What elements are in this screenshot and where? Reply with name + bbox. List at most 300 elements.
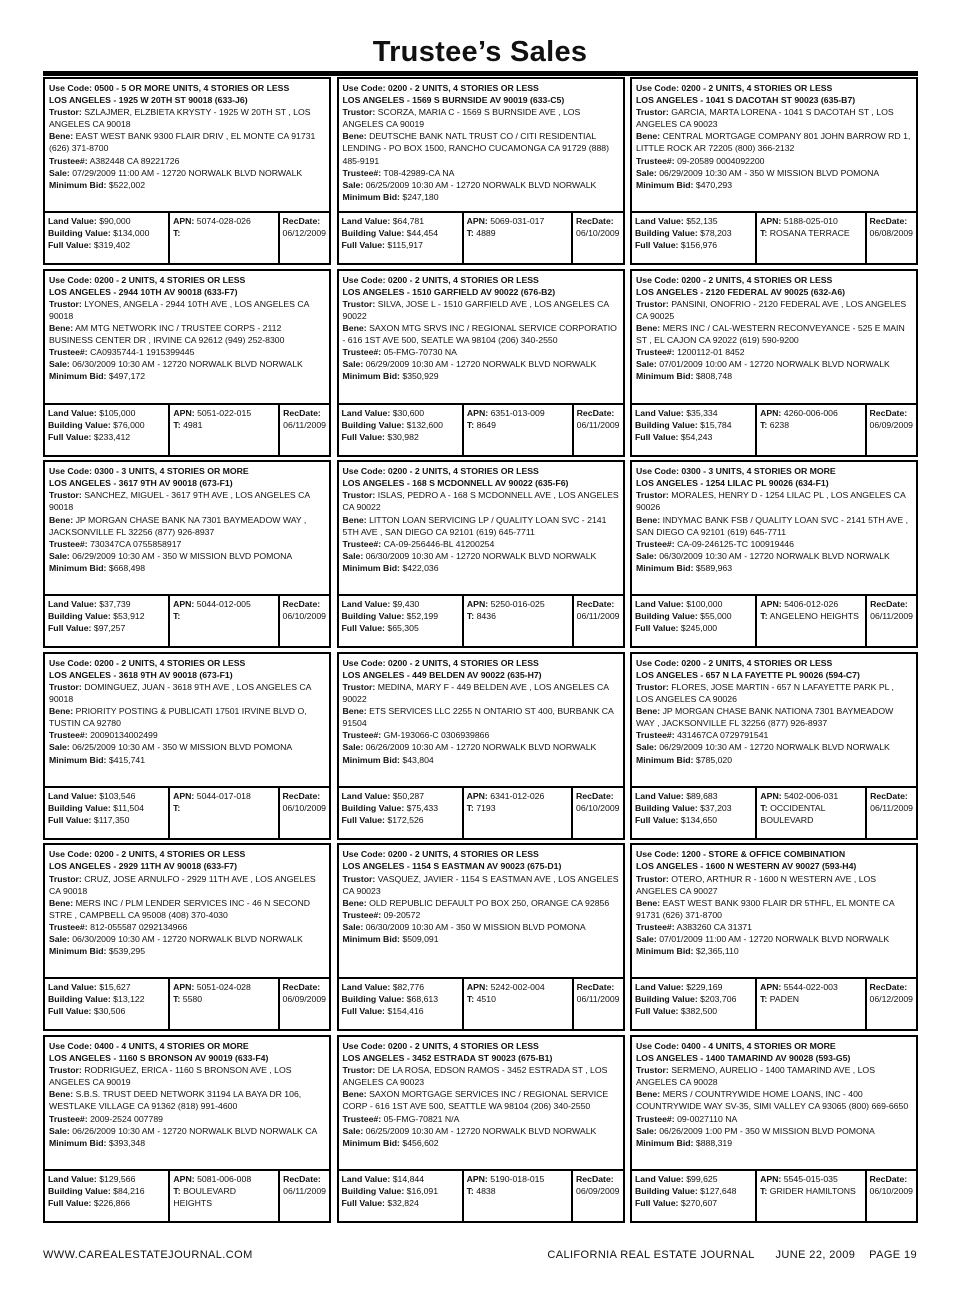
apn xyxy=(760,407,861,419)
land-value xyxy=(48,981,165,993)
trustor-label: Trustor: xyxy=(636,873,669,884)
full-value xyxy=(342,239,459,251)
full-value-label: Full Value: xyxy=(635,814,679,825)
trustor-label: Trustor: xyxy=(636,490,669,501)
trustee-number-label: Trustee#: xyxy=(49,921,88,932)
recdate-value: 06/10/2009 xyxy=(282,802,326,813)
trustor xyxy=(636,298,913,322)
sale-info-value: 06/30/2009 10:30 AM - 12720 NORWALK BLVD NORWALK xyxy=(72,359,303,370)
trustee-number-label: Trustee#: xyxy=(636,155,675,166)
recdate-cell xyxy=(573,788,622,838)
values-cell xyxy=(339,788,464,838)
listing-card xyxy=(630,460,918,648)
use-code-value: 0500 - 5 OR MORE UNITS, 4 STORIES OR LESS xyxy=(94,83,290,93)
tract-value: 5580 xyxy=(182,994,203,1005)
recdate-value: 06/11/2009 xyxy=(576,994,620,1005)
sale-info-label: Sale: xyxy=(636,550,657,561)
minimum-bid xyxy=(49,562,326,574)
land-value-label: Land Value: xyxy=(48,1173,97,1184)
apn xyxy=(467,598,569,610)
minimum-bid-value: $497,172 xyxy=(108,371,146,382)
tract-value: BOULEVARD HEIGHTS xyxy=(173,1185,237,1208)
building-value-label: Building Value: xyxy=(341,994,405,1005)
tract-value: 4889 xyxy=(476,228,496,238)
use-code-line xyxy=(49,1040,326,1052)
sale-info-value: 06/29/2009 10:30 AM - 350 W MISSION BLVD POMONA xyxy=(72,550,293,561)
beneficiary xyxy=(343,130,620,166)
beneficiary-value: EAST WEST BANK 9300 FLAIR DRIV , EL MONTE CA 91731 (626) 371-8700 xyxy=(49,131,316,154)
sale-info-value: 06/30/2009 10:30 AM - 12720 NORWALK BLVD NORWALK xyxy=(659,550,890,561)
apn xyxy=(467,1173,568,1185)
building-value-label: Building Value: xyxy=(635,228,698,238)
apn-cell xyxy=(464,596,574,646)
recdate-label: RecDate: xyxy=(576,790,614,801)
minimum-bid-label: Minimum Bid: xyxy=(342,371,400,382)
building-value-label: Building Value: xyxy=(48,419,111,430)
minimum-bid-value: $470,293 xyxy=(695,179,733,190)
tract-value: ROSANA TERRACE xyxy=(769,228,850,238)
minimum-bid-label: Minimum Bid: xyxy=(49,562,107,573)
trustor xyxy=(636,489,913,513)
apn-cell xyxy=(757,405,866,455)
trustor xyxy=(343,681,620,705)
building-value xyxy=(48,610,165,622)
full-value-value: $134,650 xyxy=(680,814,718,825)
valuation-row xyxy=(632,1169,916,1221)
use-code-value: 0200 - 2 UNITS, 4 STORIES OR LESS xyxy=(387,274,539,285)
recdate-label-row xyxy=(283,981,326,993)
land-value-value: $229,169 xyxy=(686,982,723,993)
use-code-line xyxy=(49,82,326,94)
listing-card xyxy=(337,1035,625,1223)
building-value xyxy=(342,802,459,814)
recdate-cell xyxy=(573,1171,622,1221)
recdate-label-row xyxy=(283,790,326,802)
full-value xyxy=(342,814,459,826)
land-value-label: Land Value: xyxy=(341,790,391,801)
use-code xyxy=(636,275,832,285)
building-value-value: $75,433 xyxy=(406,802,439,813)
values-cell xyxy=(632,213,757,263)
recdate-value: 06/12/2009 xyxy=(869,994,913,1005)
building-value-label: Building Value: xyxy=(48,802,111,813)
minimum-bid-value: $522,002 xyxy=(108,179,146,190)
land-value-label: Land Value: xyxy=(48,216,97,226)
trustor-label: Trustor: xyxy=(342,1065,376,1076)
sale-info-label: Sale: xyxy=(49,934,70,945)
recdate-label-row xyxy=(283,1173,326,1185)
use-code-line xyxy=(49,848,326,860)
use-code-label: Use Code: xyxy=(636,274,679,285)
property-address-text: LOS ANGELES - 1154 S EASTMAN AV 90023 (675-D1) xyxy=(342,861,562,872)
minimum-bid xyxy=(636,754,913,766)
recdate-value: 06/11/2009 xyxy=(576,419,620,430)
beneficiary xyxy=(49,130,326,154)
beneficiary-value: MERS INC / PLM LENDER SERVICES INC - 46 N SECOND STRE , CAMPBELL CA 95008 (408) 370-4030 xyxy=(49,897,311,920)
use-code-label: Use Code: xyxy=(49,849,92,860)
tract xyxy=(760,993,861,1005)
values-cell xyxy=(339,979,464,1029)
beneficiary xyxy=(343,322,620,346)
building-value-value: $52,199 xyxy=(406,611,439,622)
recdate-label: RecDate: xyxy=(283,1173,321,1184)
trustor-value: LYONES, ANGELA - 2944 10TH AVE , LOS ANGELES CA 90018 xyxy=(49,298,309,321)
property-address xyxy=(636,94,913,106)
apn-cell xyxy=(757,788,867,838)
values-cell xyxy=(632,979,757,1029)
trustor-value: OTERO, ARTHUR R - 1600 N WESTERN AVE , LOS ANGELES CA 90027 xyxy=(636,873,877,896)
recdate-label: RecDate: xyxy=(869,216,908,226)
sale-info-label: Sale: xyxy=(49,550,70,561)
apn-label: APN: xyxy=(760,982,782,993)
building-value xyxy=(342,419,459,431)
trustee-number-value: 812-055587 0292134966 xyxy=(90,921,188,932)
recdate-label: RecDate: xyxy=(870,790,908,801)
use-code-line xyxy=(49,657,326,669)
recdate-cell xyxy=(867,979,916,1029)
use-code-label: Use Code: xyxy=(636,466,679,477)
beneficiary-value: SAXON MORTGAGE SERVICES INC / REGIONAL SERVICE CORP - 616 1ST AVE 500, SEATTLE WA 98104 (206) 340-2550 xyxy=(342,1089,609,1112)
use-code-value: 0200 - 2 UNITS, 4 STORIES OR LESS xyxy=(387,1040,539,1051)
building-value-label: Building Value: xyxy=(48,1185,111,1196)
building-value-label: Building Value: xyxy=(635,802,698,813)
trustor-value: FLORES, JOSE MARTIN - 657 N LAFAYETTE PARK PL , LOS ANGELES CA 90026 xyxy=(636,681,894,705)
recdate-cell xyxy=(574,979,623,1029)
use-code-line xyxy=(343,465,620,477)
use-code xyxy=(636,466,836,476)
minimum-bid xyxy=(49,1137,326,1149)
building-value xyxy=(635,227,752,239)
tract xyxy=(760,419,861,431)
use-code-line xyxy=(343,82,620,94)
building-value xyxy=(342,1185,459,1197)
listing-card xyxy=(43,652,331,840)
beneficiary-value: CENTRAL MORTGAGE COMPANY 801 JOHN BARROW RD 1, LITTLE ROCK AR 72205 (800) 366-2132 xyxy=(636,131,911,154)
trustor-value: MEDINA, MARY F - 449 BELDEN AVE , LOS ANGELES CA 90022 xyxy=(342,681,609,705)
full-value-label: Full Value: xyxy=(48,431,92,442)
land-value xyxy=(342,981,459,993)
beneficiary-label: Bene: xyxy=(49,322,74,333)
apn-value: 5051-022-015 xyxy=(197,407,252,418)
sale-info xyxy=(49,550,326,562)
trustee-number xyxy=(343,909,620,921)
land-value xyxy=(635,981,752,993)
trustee-number-label: Trustee#: xyxy=(49,347,88,358)
apn-label: APN: xyxy=(173,407,195,418)
trustee-number-label: Trustee#: xyxy=(342,167,382,178)
tract-value: OCCIDENTAL BOULEVARD xyxy=(760,802,826,825)
minimum-bid xyxy=(636,179,913,191)
use-code xyxy=(343,1041,539,1051)
property-address-text: LOS ANGELES - 3617 9TH AV 90018 (673-F1) xyxy=(49,478,233,489)
minimum-bid-value: $43,804 xyxy=(402,754,434,765)
tract-label: T: xyxy=(173,419,181,430)
trustor xyxy=(636,873,913,897)
footer-page: PAGE 19 xyxy=(869,1249,917,1261)
land-value xyxy=(48,790,165,802)
use-code xyxy=(343,275,539,285)
recdate-value: 06/10/2009 xyxy=(869,1185,913,1196)
apn-label: APN: xyxy=(466,407,489,418)
minimum-bid-label: Minimum Bid: xyxy=(636,562,694,573)
listing-card xyxy=(630,652,918,840)
property-address-text: LOS ANGELES - 657 N LA FAYETTE PL 90026 (594-C7) xyxy=(636,669,860,680)
recdate-cell xyxy=(280,596,329,646)
recdate-label-row xyxy=(870,407,913,419)
building-value-label: Building Value: xyxy=(48,994,111,1005)
trustor xyxy=(636,106,913,130)
building-value-value: $55,000 xyxy=(700,611,732,622)
apn-value: 5069-031-017 xyxy=(490,216,545,226)
tract-value: 8649 xyxy=(476,419,496,430)
use-code-value: 0200 - 2 UNITS, 4 STORIES OR LESS xyxy=(681,274,833,285)
trustee-number xyxy=(636,155,913,167)
recdate-cell xyxy=(574,596,623,646)
sale-info-value: 06/25/2009 10:30 AM - 12720 NORWALK BLVD NORWALK xyxy=(365,179,597,190)
property-address xyxy=(49,860,326,872)
sale-info-label: Sale: xyxy=(342,742,364,753)
tract-value: PADEN xyxy=(769,994,800,1005)
sale-info-value: 06/29/2009 10:30 AM - 350 W MISSION BLVD POMONA xyxy=(659,167,880,178)
property-address xyxy=(343,1052,620,1064)
full-value-value: $382,500 xyxy=(680,1006,718,1017)
listing-card xyxy=(337,269,625,457)
full-value-label: Full Value: xyxy=(635,1197,679,1208)
tract-label: T: xyxy=(173,994,181,1005)
recdate-value: 06/10/2009 xyxy=(576,802,620,813)
full-value-label: Full Value: xyxy=(341,623,385,634)
building-value xyxy=(48,802,165,814)
beneficiary-label: Bene: xyxy=(636,1089,661,1100)
trustor-label: Trustor: xyxy=(636,298,669,309)
use-code-label: Use Code: xyxy=(49,1040,92,1051)
tract-value: 8436 xyxy=(476,611,496,622)
trustee-number-label: Trustee#: xyxy=(342,347,382,358)
recdate-label: RecDate: xyxy=(869,982,908,993)
trustor xyxy=(636,681,913,705)
apn-value: 5074-028-026 xyxy=(196,216,251,226)
use-code-line xyxy=(636,1040,913,1052)
sale-info xyxy=(49,1125,326,1137)
tract-value: 4838 xyxy=(476,1185,496,1196)
minimum-bid-label: Minimum Bid: xyxy=(342,562,400,573)
listing-card xyxy=(630,1035,918,1223)
recdate-label: RecDate: xyxy=(576,216,614,226)
beneficiary-label: Bene: xyxy=(636,706,661,717)
property-address xyxy=(343,477,620,489)
use-code-value: 0200 - 2 UNITS, 4 STORIES OR LESS xyxy=(94,657,246,668)
tract xyxy=(760,610,862,622)
values-cell xyxy=(45,788,170,838)
land-value-label: Land Value: xyxy=(341,407,391,418)
recdate-value: 06/10/2009 xyxy=(576,228,620,238)
minimum-bid-value: $785,020 xyxy=(695,754,733,765)
tract xyxy=(760,227,861,239)
beneficiary-value: SAXON MTG SRVS INC / REGIONAL SERVICE CORPORATIO - 616 1ST AVE 500, SEATLE WA 98104 (206) 340-2550 xyxy=(342,322,617,346)
values-cell xyxy=(339,213,464,263)
trustor-label: Trustor: xyxy=(636,681,669,692)
beneficiary-value: DEUTSCHE BANK NATL TRUST CO / CITI RESIDENTIAL LENDING - PO BOX 1500, RANCHO CUCAMONGA CA 91729 (888) 485-9191 xyxy=(342,131,610,166)
tract xyxy=(173,1185,275,1209)
full-value-value: $245,000 xyxy=(680,623,718,634)
use-code-value: 0300 - 3 UNITS, 4 STORIES OR MORE xyxy=(94,466,249,477)
values-cell xyxy=(45,979,170,1029)
sale-info-label: Sale: xyxy=(342,550,364,561)
recdate-label-row xyxy=(577,598,620,610)
listing-details xyxy=(339,845,623,977)
full-value-label: Full Value: xyxy=(48,623,92,634)
beneficiary xyxy=(49,705,326,729)
property-address-text: LOS ANGELES - 1600 N WESTERN AV 90027 (593-H4) xyxy=(636,861,857,872)
use-code-value: 0300 - 3 UNITS, 4 STORIES OR MORE xyxy=(681,466,836,477)
property-address-text: LOS ANGELES - 2120 FEDERAL AV 90025 (632-A6) xyxy=(636,286,846,297)
apn-value: 5242-002-004 xyxy=(490,982,545,993)
trustor-value: PANSINI, ONOFRIO - 2120 FEDERAL AVE , LOS ANGELES CA 90025 xyxy=(636,298,907,321)
trustee-number xyxy=(343,538,620,550)
building-value xyxy=(635,802,752,814)
full-value-value: $115,917 xyxy=(387,240,423,250)
property-address xyxy=(636,1052,913,1064)
property-address-text: LOS ANGELES - 3452 ESTRADA ST 90023 (675-B1) xyxy=(342,1053,553,1064)
use-code-label: Use Code: xyxy=(49,657,92,668)
trustee-number-label: Trustee#: xyxy=(49,538,88,549)
use-code-label: Use Code: xyxy=(342,274,386,285)
minimum-bid xyxy=(49,179,326,191)
building-value-value: $132,600 xyxy=(406,419,443,430)
land-value-label: Land Value: xyxy=(635,1173,684,1184)
beneficiary-label: Bene: xyxy=(49,514,74,525)
building-value xyxy=(342,610,459,622)
sale-info-value: 06/26/2009 1:00 PM - 350 W MISSION BLVD POMONA xyxy=(659,1125,875,1136)
building-value-label: Building Value: xyxy=(341,802,405,813)
beneficiary xyxy=(343,1088,620,1112)
listing-card xyxy=(43,1035,331,1223)
values-cell xyxy=(45,1171,170,1221)
use-code-value: 0200 - 2 UNITS, 4 STORIES OR LESS xyxy=(94,849,246,860)
building-value-value: $78,203 xyxy=(700,228,732,238)
tract xyxy=(173,227,274,239)
full-value-value: $226,866 xyxy=(93,1197,131,1208)
trustee-number-label: Trustee#: xyxy=(636,347,675,358)
trustee-number xyxy=(343,346,620,358)
full-value-label: Full Value: xyxy=(48,240,92,250)
sale-info-value: 06/29/2009 10:30 AM - 12720 NORWALK BLVD NORWALK xyxy=(365,359,597,370)
use-code xyxy=(49,466,249,476)
values-cell xyxy=(632,1171,757,1221)
minimum-bid xyxy=(343,191,620,203)
use-code-label: Use Code: xyxy=(342,1040,386,1051)
minimum-bid xyxy=(49,754,326,766)
trustee-number-value: 09-20589 0004092200 xyxy=(677,155,765,166)
trustor-label: Trustor: xyxy=(342,490,376,501)
minimum-bid-label: Minimum Bid: xyxy=(636,371,694,382)
listing-details xyxy=(45,845,329,977)
beneficiary xyxy=(636,1088,913,1112)
trustee-number-label: Trustee#: xyxy=(342,1113,382,1124)
use-code xyxy=(49,275,245,285)
sale-info-value: 06/30/2009 10:30 AM - 12720 NORWALK BLVD NORWALK xyxy=(72,934,303,945)
apn-label: APN: xyxy=(760,407,782,418)
use-code-label: Use Code: xyxy=(636,849,679,860)
land-value-label: Land Value: xyxy=(48,407,97,418)
values-cell xyxy=(632,788,757,838)
recdate-label-row xyxy=(283,215,326,227)
trustor-value: GARCIA, MARTA LORENA - 1041 S DACOTAH ST , LOS ANGELES CA 90023 xyxy=(636,107,894,130)
full-value-value: $30,982 xyxy=(387,431,419,442)
property-address-text: LOS ANGELES - 1160 S BRONSON AV 90019 (633-F4) xyxy=(49,1053,269,1064)
use-code-label: Use Code: xyxy=(49,274,92,285)
land-value-value: $15,627 xyxy=(99,982,131,993)
use-code-value: 0200 - 2 UNITS, 4 STORIES OR LESS xyxy=(681,657,833,668)
full-value xyxy=(635,239,752,251)
minimum-bid xyxy=(343,933,620,945)
beneficiary-label: Bene: xyxy=(636,322,661,333)
beneficiary-label: Bene: xyxy=(636,131,661,142)
building-value-label: Building Value: xyxy=(635,419,698,430)
recdate-cell xyxy=(867,405,916,455)
full-value-value: $117,350 xyxy=(93,814,130,825)
minimum-bid xyxy=(343,370,620,382)
full-value xyxy=(342,1197,459,1209)
minimum-bid-value: $589,963 xyxy=(695,562,733,573)
trustor-label: Trustor: xyxy=(49,873,82,884)
property-address-text: LOS ANGELES - 2929 11TH AV 90018 (633-F7) xyxy=(49,861,237,872)
property-address xyxy=(343,286,620,298)
use-code-label: Use Code: xyxy=(636,1040,679,1051)
apn-value: 5081-006-008 xyxy=(197,1173,252,1184)
building-value-value: $15,784 xyxy=(700,419,732,430)
property-address xyxy=(49,477,326,489)
values-cell xyxy=(45,596,170,646)
valuation-row xyxy=(45,977,329,1029)
property-address-text: LOS ANGELES - 1254 LILAC PL 90026 (634-F1) xyxy=(636,478,829,489)
use-code-line xyxy=(636,848,913,860)
use-code-value: 0200 - 2 UNITS, 4 STORIES OR LESS xyxy=(387,83,539,93)
full-value-value: $30,506 xyxy=(93,1006,126,1017)
listing-details xyxy=(45,1037,329,1169)
tract xyxy=(173,802,274,814)
recdate-value: 06/11/2009 xyxy=(870,802,913,813)
tract-label: T: xyxy=(173,802,181,813)
apn-cell xyxy=(170,788,279,838)
trustee-number-value: 20090134002499 xyxy=(90,730,158,741)
sale-info-label: Sale: xyxy=(49,359,70,370)
recdate-label: RecDate: xyxy=(576,982,615,993)
minimum-bid-label: Minimum Bid: xyxy=(49,946,107,957)
full-value xyxy=(342,622,459,634)
apn-label: APN: xyxy=(173,216,195,226)
sale-info-value: 06/25/2009 10:30 AM - 350 W MISSION BLVD POMONA xyxy=(72,742,293,753)
tract-value: 4981 xyxy=(183,419,203,430)
full-value-value: $233,412 xyxy=(93,431,131,442)
beneficiary-value: JP MORGAN CHASE BANK NA 7301 BAYMEADOW WAY , JACKSONVILLE FL 32256 (877) 926-8937 xyxy=(49,514,307,537)
valuation-row xyxy=(45,594,329,646)
beneficiary xyxy=(49,897,326,921)
tract-label: T: xyxy=(173,228,181,238)
minimum-bid-value: $888,319 xyxy=(695,1137,733,1148)
trustee-number-value: T08-42989-CA NA xyxy=(383,167,455,178)
apn-label: APN: xyxy=(466,216,488,226)
use-code xyxy=(49,83,289,93)
values-cell xyxy=(339,596,464,646)
trustee-number xyxy=(636,1113,913,1125)
building-value-label: Building Value: xyxy=(341,611,405,622)
apn-value: 6351-013-009 xyxy=(490,407,545,418)
listing-details xyxy=(339,1037,623,1169)
trustee-number xyxy=(636,538,913,550)
trustor-label: Trustor: xyxy=(342,873,376,884)
minimum-bid-value: $539,295 xyxy=(108,946,146,957)
